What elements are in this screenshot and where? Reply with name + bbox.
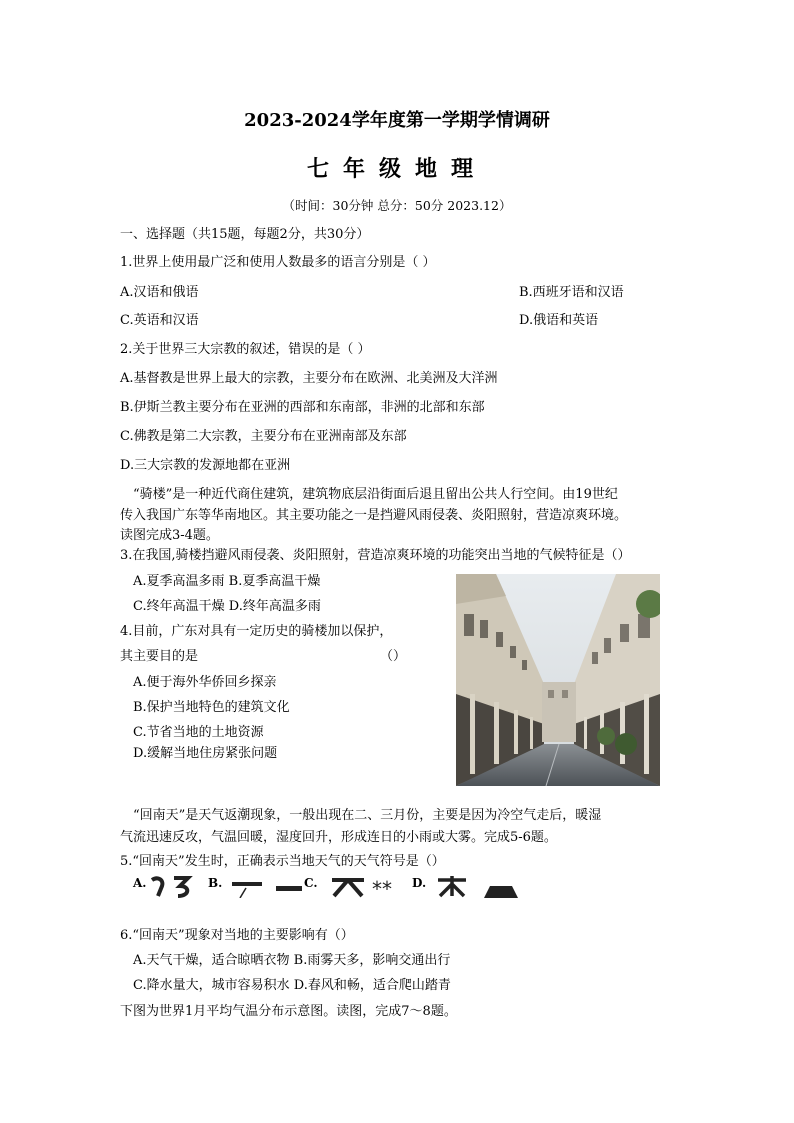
passage2-line2: 气流迅速反攻，气温回暖，湿度回升，形成连日的小雨或大雾。完成5-6题。 <box>120 830 557 845</box>
q1-option-b: B.西班牙语和汉语 <box>519 285 624 300</box>
exam-title: 2023-2024学年度第一学期学情调研 <box>244 110 550 131</box>
q5-option-b-label: B. <box>208 876 223 890</box>
q2-stem: 2.关于世界三大宗教的叙述，错误的是（ ） <box>120 342 371 357</box>
q4-stem-line2: 其主要目的是 <box>120 649 199 664</box>
q3-stem: 3.在我国,骑楼挡避风雨侵袭、炎阳照射，营造凉爽环境的功能突出当地的气候特征是（） <box>120 548 631 563</box>
q4-option-b: B.保护当地特色的建筑文化 <box>133 700 290 715</box>
exam-info: （时间：30分钟 总分：50分 2023.12） <box>282 198 512 213</box>
q6-options-ab: A.天气干燥，适合晾晒衣物 B.雨雾天多，影响交通出行 <box>133 953 451 968</box>
svg-text:**: ** <box>372 877 392 898</box>
q4-option-a: A.便于海外华侨回乡探亲 <box>133 675 277 690</box>
q2-option-d: D.三大宗教的发源地都在亚洲 <box>120 458 291 473</box>
q4-option-d: D.缓解当地住房紧张问题 <box>133 746 278 761</box>
passage2-line1: “回南天”是天气返潮现象，一般出现在二、三月份，主要是因为冷空气走后，暖湿 <box>133 808 602 823</box>
q4-option-c: C.节省当地的土地资源 <box>133 725 264 740</box>
rainstorm-icon <box>432 874 522 898</box>
q5-option-c-label: C. <box>304 876 318 890</box>
rain-icon <box>226 874 310 898</box>
q5-stem: 5.“回南天”发生时，正确表示当地天气的天气符号是（） <box>120 854 445 869</box>
subject-title: 七年级地理 <box>306 156 487 182</box>
q5-option-a-label: A. <box>133 876 147 890</box>
sandstorm-icon <box>484 886 518 898</box>
q3-options-ab: A.夏季高温多雨 B.夏季高温干燥 <box>133 574 321 589</box>
q1-stem: 1.世界上使用最广泛和使用人数最多的语言分别是（ ） <box>120 255 436 270</box>
q7-8-intro: 下图为世界1月平均气温分布示意图。读图，完成7～8题。 <box>120 1004 457 1019</box>
partly-cloudy-icon <box>148 874 212 898</box>
passage1-line1: “骑楼”是一种近代商住建筑，建筑物底层沿街面后退且留出公共人行空间。由19世纪 <box>133 487 618 502</box>
q1-option-a: A.汉语和俄语 <box>120 285 199 300</box>
q6-stem: 6.“回南天”现象对当地的主要影响有（） <box>120 928 354 943</box>
q4-stem-line1: 4.目前，广东对具有一定历史的骑楼加以保护， <box>120 624 393 639</box>
q1-option-c: C.英语和汉语 <box>120 313 199 328</box>
q2-option-b: B.伊斯兰教主要分布在亚洲的西部和东南部，非洲的北部和东部 <box>120 400 485 415</box>
section-heading: 一、选择题（共15题，每题2分，共30分） <box>120 227 370 242</box>
q2-option-a: A.基督教是世界上最大的宗教，主要分布在欧洲、北美洲及大洋洲 <box>120 371 498 386</box>
qilou-street-photo <box>456 574 660 786</box>
passage1-line3: 读图完成3-4题。 <box>120 528 219 543</box>
q2-option-c: C.佛教是第二大宗教，主要分布在亚洲南部及东部 <box>120 429 407 444</box>
q6-options-cd: C.降水量大，城市容易积水 D.春风和畅，适合爬山踏青 <box>133 978 451 993</box>
snow-icon <box>328 874 412 898</box>
q5-option-d-label: D. <box>412 876 427 890</box>
passage1-line2: 传入我国广东等华南地区。其主要功能之一是挡避风雨侵袭、炎阳照射，营造凉爽环境。 <box>120 508 628 523</box>
q1-option-d: D.俄语和英语 <box>519 313 599 328</box>
q3-options-cd: C.终年高温干燥 D.终年高温多雨 <box>133 599 321 614</box>
q4-paren: （） <box>380 649 407 664</box>
